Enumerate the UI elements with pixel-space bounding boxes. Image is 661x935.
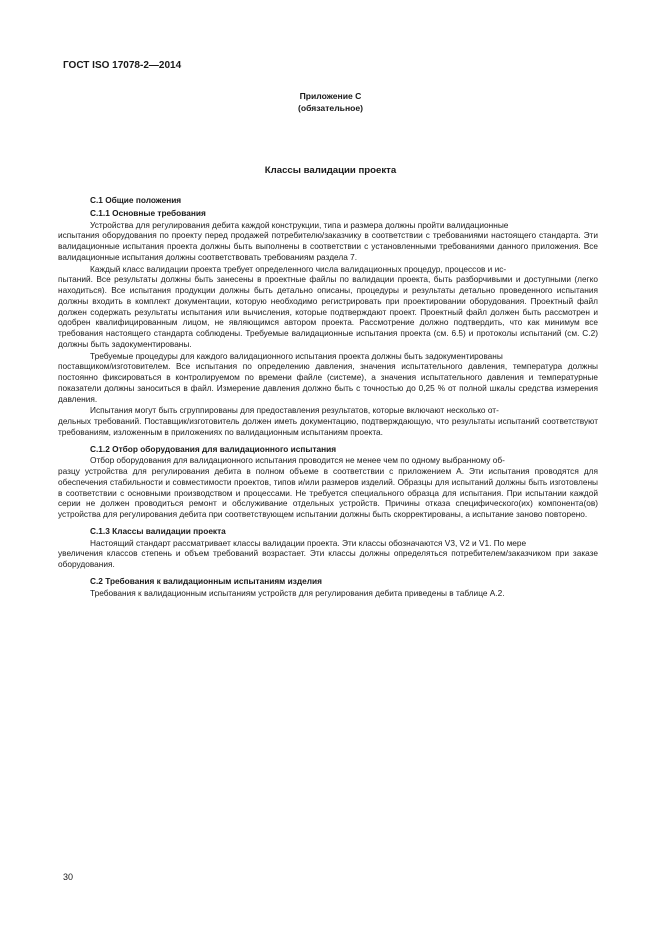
page-header: ГОСТ ISO 17078-2—2014: [63, 60, 182, 71]
paragraph-continuation: увеличения классов степень и объем требований возрастает. Эти классы должны определяться потребителем/заказчиком при заказе оборудования.: [58, 548, 598, 569]
section-heading-c1: С.1 Общие положения: [90, 195, 182, 205]
paragraph: [58, 219, 598, 263]
paragraph-first-line: Устройства для регулирования дебита каждой конструкции, типа и размера должны пройти валидационные: [90, 219, 509, 230]
appendix-block: [0, 90, 661, 114]
paragraph: [58, 537, 598, 570]
paragraph-continuation: пытаний. Все результаты должны быть занесены в проектные файлы по валидации проекта, быть разборчивыми и доступными (легко находиться). Все испытания продукции должны быть детально описаны, процедуры и результаты детально проведенного испытания должны входить в комплект документации, которую необходимо регистрировать при проектировании оборудования. Проектный файл должен содержать результаты испытания или вычисления, которые подтверждают проект. Проектный файл должен быть рассмотрен и одобрен квалифицированным лицом, не являющимся автором проекта. Рассмотрение должно подтвердить, что как минимум все требования настоящего стандарта соблюдены. Требуемые валидационные испытания проекта (см. 6.5) и протоколы испытаний (см. С.2) должны быть задокументированы.: [58, 274, 598, 349]
paragraph: [58, 405, 598, 437]
paragraph-first-line: Каждый класс валидации проекта требует определенного числа валидационных процедур, процессов и ис-: [90, 263, 507, 274]
page-title: Классы валидации проекта: [264, 165, 397, 176]
paragraph-first-line: Настоящий стандарт рассматривает классы валидации проекта. Эти классы обозначаются V3, V2 и V1. По мере: [90, 537, 527, 548]
paragraph-first-line: Отбор оборудования для валидационного испытания проводится не менее чем по одному выбранному об-: [90, 455, 505, 466]
paragraph: Требования к валидационным испытаниям устройств для регулирования дебита приведены в таблице А.2.: [90, 587, 505, 598]
subsection-heading-c1-2: С.1.2 Отбор оборудования для валидационного испытания: [90, 443, 337, 454]
section-heading-c2: С.2 Требования к валидационным испытаниям изделия: [90, 575, 322, 586]
appendix-status: (обязательное): [297, 103, 364, 113]
paragraph: [58, 263, 598, 350]
appendix-title: Приложение С: [299, 91, 362, 101]
paragraph-continuation: разцу устройства для регулирования дебита в полном объеме в соответствии с приложением А. Эти испытания проводятся для обеспечения стабильности и совместимости проектов, типов и/или размеров изделий. Образцы для испытаний должны быть изготовлены в соответствии с основными производством и процессами. Не требуется специального образца для испытания. При испытании каждой серии не должен проводиться ремонт и обслуживание отдельных устройств. Причины отказа специфического(их) компонента(ов) устройства для регулирования дебита при соответствующем испытании должны быть скорректированы, а испытание заново повторено.: [58, 466, 598, 519]
paragraph-continuation: поставщиком/изготовителем. Все испытания по определению давления, значения испытательного давления, температура должны постоянно фиксироваться в контролируемом по времени файле (системе), а значения испытательного давления и температурные показатели должны заноситься в файл. Измерение давления должно быть с точностью до 0,25 % от полной шкалы средства измерения давления.: [58, 361, 598, 404]
paragraph: [58, 455, 598, 520]
paragraph-continuation: дельных требований. Поставщик/изготовитель должен иметь документацию, подтверждающую, что результаты испытаний соответствуют требованиям, изложенным в приложениях по валидационным испытаниям проекта.: [58, 416, 598, 437]
subsection-heading-c1-3: С.1.3 Классы валидации проекта: [90, 525, 226, 536]
paragraph-continuation: испытания оборудования по проекту перед продажей потребителю/заказчику в соответствии с требованиями настоящего стандарта. Эти валидационные испытания проекта должны быть выполнены в соответствии с установленными требованиями данного приложения. Все валидационные испытания должны соответствовать требованиям раздела 7.: [58, 230, 598, 262]
document-body: [58, 195, 598, 598]
subsection-heading-c1-1: С.1.1 Основные требования: [90, 207, 206, 218]
page-number: 30: [63, 872, 74, 882]
paragraph-first-line: Требуемые процедуры для каждого валидационного испытания проекта должны быть задокументированы: [90, 350, 503, 361]
paragraph-first-line: Испытания могут быть сгруппированы для предоставления результатов, которые включают несколько от-: [90, 405, 499, 416]
paragraph: [58, 350, 598, 405]
